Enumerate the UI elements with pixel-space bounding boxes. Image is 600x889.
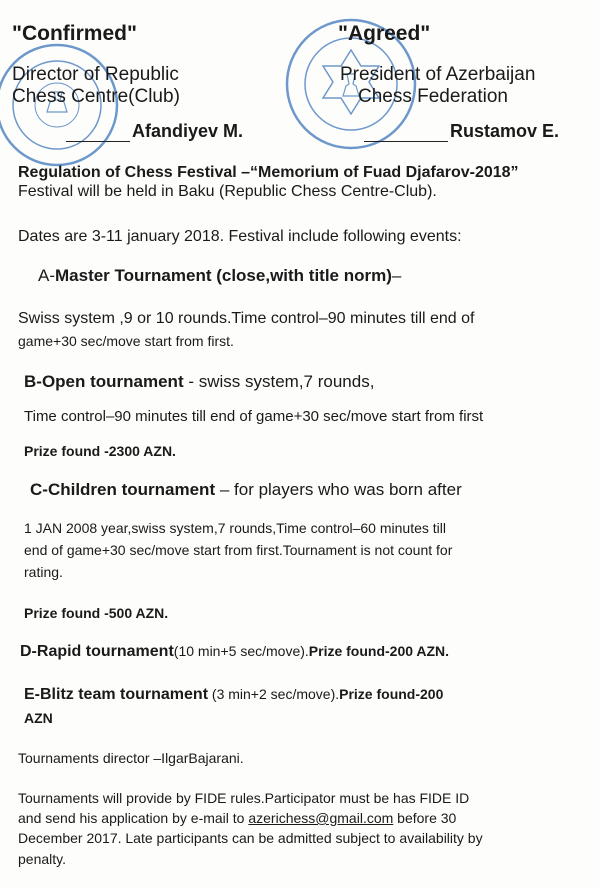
footer-line2 [18, 810, 456, 826]
footer-line2-after: before 30 [393, 810, 457, 826]
festival-location: Festival will be held in Baku (Republic Chess Centre-Club). [18, 183, 437, 200]
event-e-title: E-Blitz team tournament [24, 686, 209, 703]
footer-line4: penalty. [18, 851, 66, 867]
event-c-heading [30, 480, 462, 500]
left-signature-line [66, 141, 130, 142]
event-b-detail: - swiss system,7 rounds, [183, 372, 375, 391]
agreed-heading: "Agreed" [338, 22, 431, 45]
event-b-heading [24, 372, 374, 392]
footer-line1: Tournaments will provide by FIDE rules.Participator must be has FIDE ID [18, 790, 470, 806]
event-a-heading [38, 266, 401, 286]
event-b-title: B-Open tournament [24, 372, 184, 391]
event-e-prize-unit: AZN [24, 710, 53, 726]
event-a-title: Master Tournament (close,with title norm) [55, 266, 392, 285]
event-d-title: D-Rapid tournament [20, 643, 174, 660]
event-c-line2: end of game+30 sec/move start from first.Tournament is not count for [24, 542, 453, 558]
event-c-prize: Prize found -500 AZN. [24, 605, 169, 621]
event-a-prefix: A- [38, 266, 55, 285]
tournament-director: Tournaments director –IlgarBajarani. [18, 750, 244, 766]
event-a-suffix: – [391, 266, 402, 285]
event-b-prize: Prize found -2300 AZN. [24, 443, 176, 459]
footer-line3: December 2017. Late participants can be admitted subject to availability by [18, 830, 483, 846]
event-d-heading [20, 643, 449, 661]
event-a-line1: Swiss system ,9 or 10 rounds.Time control–90 minutes till end of [18, 310, 475, 327]
event-e-detail: (3 min+2 sec/move). [208, 686, 340, 702]
right-signature-line [364, 141, 448, 142]
event-b-line1: Time control–90 minutes till end of game+30 sec/move start from first [24, 408, 484, 425]
event-c-line3: rating. [24, 564, 63, 580]
festival-dates: Dates are 3-11 january 2018. Festival include following events: [18, 228, 462, 245]
left-header-line2: Chess Centre(Club) [12, 86, 180, 107]
footer-line2-before: and send his application by e-mail to [18, 810, 249, 826]
event-d-detail: (10 min+5 sec/move). [173, 643, 309, 659]
event-a-line2: game+30 sec/move start from first. [18, 333, 234, 349]
right-signatory: Rustamov E. [450, 121, 560, 141]
event-c-line1: 1 JAN 2008 year,swiss system,7 rounds,Time control–60 minutes till [24, 520, 446, 536]
event-c-title: C-Children tournament [30, 480, 216, 499]
left-signatory: Afandiyev M. [132, 121, 244, 141]
right-header-line2: Chess Federation [358, 86, 508, 107]
contact-email-link[interactable]: azerichess@gmail.com [248, 810, 394, 826]
event-e-heading [24, 686, 443, 704]
event-d-prize: Prize found-200 AZN. [308, 643, 450, 659]
document-title: Regulation of Chess Festival –“Memorium of Fuad Djafarov-2018” [18, 164, 519, 181]
event-c-detail: – for players who was born after [215, 480, 462, 499]
confirmed-heading: "Confirmed" [12, 22, 137, 45]
event-e-prize: Prize found-200 [339, 686, 444, 702]
left-header-line1: Director of Republic [12, 64, 179, 85]
right-header-line1: President of Azerbaijan [340, 64, 536, 85]
